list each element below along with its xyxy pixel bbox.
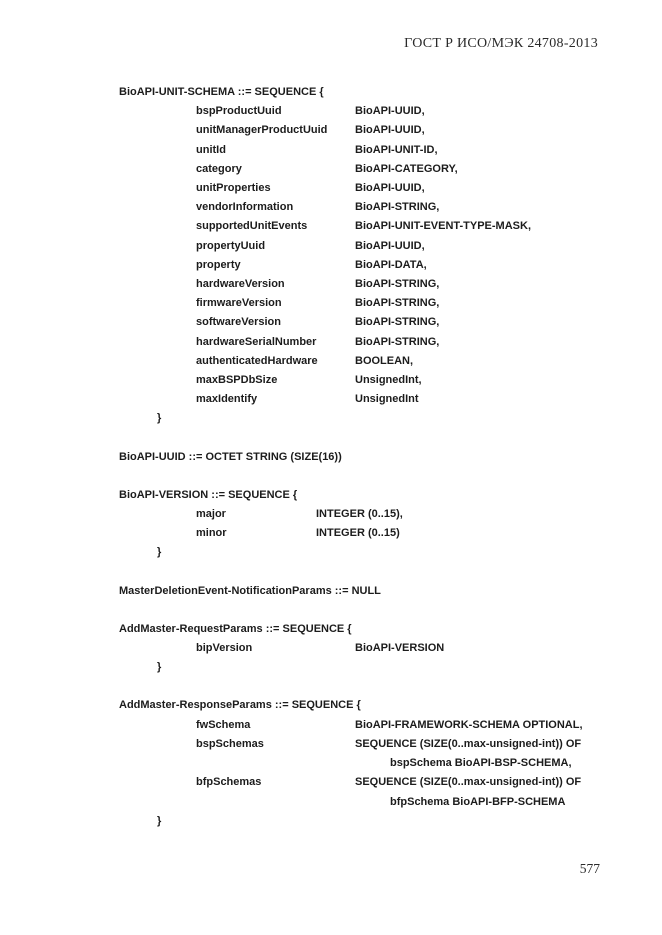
- asn1-field-name: bspSchemas: [196, 737, 264, 750]
- asn1-field-type: BioAPI-UUID,: [355, 105, 425, 118]
- asn1-statement: MasterDeletionEvent-NotificationParams ::= NULL: [119, 584, 381, 597]
- asn1-field-row: [119, 333, 642, 352]
- asn1-field-type: BioAPI-FRAMEWORK-SCHEMA OPTIONAL,: [355, 718, 583, 731]
- asn1-field-type: BioAPI-UUID,: [355, 182, 425, 195]
- asn1-field-type: SEQUENCE (SIZE(0..max-unsigned-int)) OF: [355, 737, 582, 750]
- asn1-field-row: [119, 505, 642, 524]
- asn1-field-name: unitId: [196, 143, 226, 156]
- asn1-field-name: supportedUnitEvents: [196, 220, 308, 233]
- asn1-field-row: [119, 121, 642, 140]
- asn1-field-type: BioAPI-DATA,: [355, 258, 427, 271]
- document-header-title: ГОСТ Р ИСО/МЭК 24708-2013: [404, 36, 598, 51]
- asn1-field-type: BioAPI-STRING,: [355, 278, 440, 291]
- asn1-field-type: BioAPI-UNIT-EVENT-TYPE-MASK,: [355, 220, 532, 233]
- asn1-field-name: bfpSchemas: [196, 776, 262, 789]
- asn1-field-row: [119, 639, 642, 658]
- asn1-field-name: maxIdentify: [196, 393, 258, 406]
- asn1-field-row: [119, 352, 642, 371]
- asn1-field-type: UnsignedInt: [355, 393, 419, 406]
- asn1-field-name: major: [196, 508, 226, 521]
- asn1-definition-block: [119, 696, 642, 830]
- asn1-field-name: maxBSPDbSize: [196, 374, 278, 387]
- asn1-field-type: BOOLEAN,: [355, 354, 414, 367]
- asn1-field-name: unitManagerProductUuid: [196, 124, 328, 137]
- asn1-field-type: INTEGER (0..15),: [316, 508, 403, 521]
- asn1-field-row: [119, 198, 642, 217]
- asn1-definition-block: [119, 620, 642, 678]
- asn1-field-type: UnsignedInt,: [355, 374, 422, 387]
- asn1-field-type: BioAPI-STRING,: [355, 201, 440, 214]
- asn1-field-type: BioAPI-UUID,: [355, 124, 425, 137]
- asn1-field-row: [119, 313, 642, 332]
- asn1-block-header: BioAPI-VERSION ::= SEQUENCE {: [119, 488, 298, 501]
- asn1-continuation-line: bfpSchema BioAPI-BFP-SCHEMA: [390, 795, 566, 808]
- asn1-field-type: BioAPI-STRING,: [355, 297, 440, 310]
- asn1-block-close: }: [157, 661, 162, 674]
- asn1-block-header: AddMaster-RequestParams ::= SEQUENCE {: [119, 622, 352, 635]
- asn1-field-row: [119, 524, 642, 543]
- asn1-field-name: fwSchema: [196, 718, 251, 731]
- asn1-definition-block: [119, 83, 642, 429]
- asn1-field-name: property: [196, 258, 241, 271]
- asn1-field-name: firmwareVersion: [196, 297, 282, 310]
- asn1-field-row: [119, 160, 642, 179]
- asn1-field-row: [119, 179, 642, 198]
- asn1-field-name: hardwareSerialNumber: [196, 335, 317, 348]
- asn1-field-type: INTEGER (0..15): [316, 527, 400, 540]
- asn1-field-row: [119, 773, 642, 792]
- page-number: 577: [579, 861, 600, 876]
- asn1-field-row: [119, 371, 642, 390]
- asn1-field-row: [119, 716, 642, 735]
- asn1-block-close: }: [157, 546, 162, 559]
- asn1-field-name: vendorInformation: [196, 201, 294, 214]
- asn1-field-row: [119, 735, 642, 754]
- asn1-statement: BioAPI-UUID ::= OCTET STRING (SIZE(16)): [119, 450, 342, 463]
- asn1-field-type: BioAPI-UUID,: [355, 239, 425, 252]
- asn1-field-row: [119, 102, 642, 121]
- asn1-field-type: BioAPI-STRING,: [355, 316, 440, 329]
- asn1-field-type: SEQUENCE (SIZE(0..max-unsigned-int)) OF: [355, 776, 582, 789]
- document-body: [119, 83, 642, 850]
- asn1-field-row: [119, 275, 642, 294]
- asn1-field-type: BioAPI-UNIT-ID,: [355, 143, 438, 156]
- asn1-field-name: bspProductUuid: [196, 105, 282, 118]
- asn1-field-name: category: [196, 162, 242, 175]
- asn1-field-type: BioAPI-STRING,: [355, 335, 440, 348]
- asn1-field-name: propertyUuid: [196, 239, 266, 252]
- asn1-block-header: BioAPI-UNIT-SCHEMA ::= SEQUENCE {: [119, 86, 324, 98]
- asn1-field-name: hardwareVersion: [196, 278, 285, 291]
- asn1-field-name: minor: [196, 527, 227, 540]
- asn1-block-header: AddMaster-ResponseParams ::= SEQUENCE {: [119, 699, 361, 712]
- asn1-continuation-line: bspSchema BioAPI-BSP-SCHEMA,: [390, 757, 572, 770]
- asn1-field-name: authenticatedHardware: [196, 354, 318, 367]
- asn1-block-close: }: [157, 412, 162, 425]
- asn1-field-row: [119, 294, 642, 313]
- asn1-field-name: bipVersion: [196, 642, 253, 655]
- asn1-field-name: unitProperties: [196, 182, 271, 195]
- asn1-definition-block: [119, 486, 642, 563]
- asn1-field-type: BioAPI-VERSION: [355, 642, 445, 655]
- asn1-field-name: softwareVersion: [196, 316, 281, 329]
- asn1-field-row: [119, 390, 642, 409]
- asn1-field-row: [119, 256, 642, 275]
- asn1-field-row: [119, 217, 642, 236]
- asn1-field-row: [119, 237, 642, 256]
- asn1-field-row: [119, 141, 642, 160]
- asn1-field-type: BioAPI-CATEGORY,: [355, 162, 458, 175]
- asn1-block-close: }: [157, 814, 162, 827]
